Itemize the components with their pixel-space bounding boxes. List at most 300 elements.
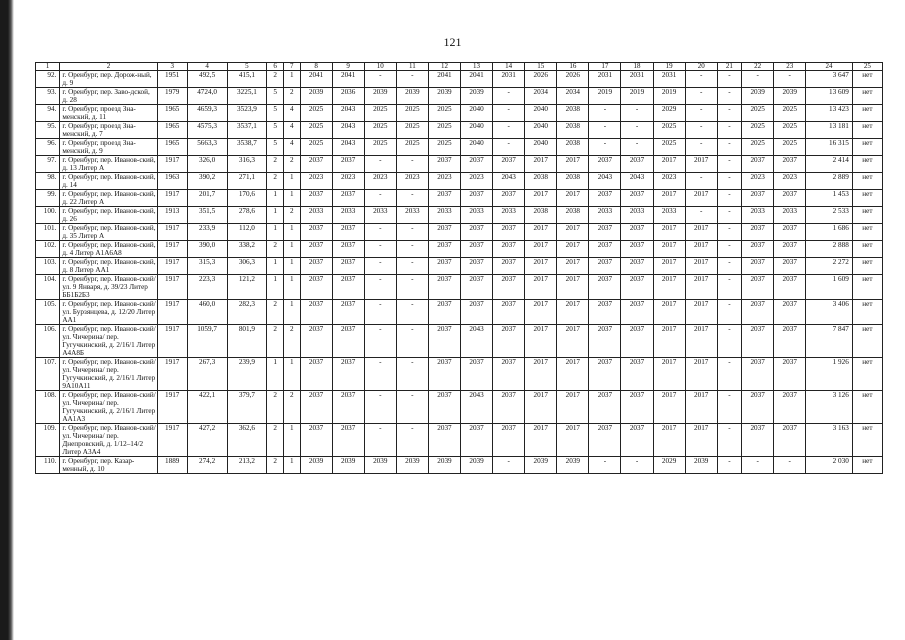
table-cell: 338,2 [227, 241, 267, 258]
table-cell: 2033 [396, 207, 428, 224]
table-cell: 2017 [653, 275, 685, 300]
address-cell: г. Оренбург, проезд Зна-менский, д. 11 [60, 105, 157, 122]
table-cell: - [396, 275, 428, 300]
table-cell: 2037 [589, 325, 621, 358]
table-cell: 2017 [557, 300, 589, 325]
table-cell: 2033 [428, 207, 460, 224]
table-cell: 3 126 [806, 391, 853, 424]
table-cell: 2 [283, 325, 300, 358]
column-header: 2 [60, 63, 157, 71]
table-cell: 213,2 [227, 457, 267, 474]
table-cell: 2037 [774, 358, 806, 391]
address-cell: г. Оренбург, пер. Казар-менный, д. 10 [60, 457, 157, 474]
table-cell: 2041 [332, 71, 364, 88]
table-cell: 2023 [300, 173, 332, 190]
table-cell: 2033 [364, 207, 396, 224]
table-row [36, 156, 883, 173]
table-cell: 2043 [461, 391, 493, 424]
row-number-cell: 95. [36, 122, 60, 139]
row-number-cell: 102. [36, 241, 60, 258]
table-row [36, 105, 883, 122]
table-cell: 2033 [653, 207, 685, 224]
table-cell: 2037 [589, 190, 621, 207]
table-cell: 2025 [774, 139, 806, 156]
scan-binding-edge [0, 0, 14, 640]
table-cell: 13 181 [806, 122, 853, 139]
table-cell: 2036 [332, 88, 364, 105]
column-header: 19 [653, 63, 685, 71]
table-cell: 2029 [653, 105, 685, 122]
table-cell: 2038 [525, 207, 557, 224]
table-cell: 239,9 [227, 358, 267, 391]
table-cell: 1 [283, 258, 300, 275]
table-cell: 2017 [525, 391, 557, 424]
table-cell: 2 [267, 173, 284, 190]
table-cell: 2025 [428, 139, 460, 156]
table-cell: 306,3 [227, 258, 267, 275]
table-cell: 2017 [557, 424, 589, 457]
table-cell: 316,3 [227, 156, 267, 173]
row-number-cell: 101. [36, 224, 60, 241]
table-cell: 1965 [157, 105, 187, 122]
table-cell: 2037 [493, 424, 525, 457]
table-cell: 1963 [157, 173, 187, 190]
table-cell: 2 [283, 391, 300, 424]
table-cell: 2039 [300, 88, 332, 105]
table-cell: 2033 [774, 207, 806, 224]
table-cell: 2037 [621, 358, 653, 391]
table-cell: 390,2 [187, 173, 227, 190]
table-row [36, 88, 883, 105]
column-header: 11 [396, 63, 428, 71]
table-cell: 2039 [396, 88, 428, 105]
table-cell: 1 609 [806, 275, 853, 300]
table-cell: 2037 [332, 156, 364, 173]
table-cell: 315,3 [187, 258, 227, 275]
table-cell: 2017 [525, 190, 557, 207]
row-number-cell: 108. [36, 391, 60, 424]
table-cell: 2037 [742, 358, 774, 391]
table-cell: 2037 [621, 224, 653, 241]
table-cell: 2037 [493, 358, 525, 391]
table-cell: 2037 [774, 325, 806, 358]
row-number-cell: 98. [36, 173, 60, 190]
table-cell: нет [852, 391, 882, 424]
table-row [36, 207, 883, 224]
table-cell: 1 [283, 424, 300, 457]
table-cell: 2039 [742, 88, 774, 105]
table-cell: 1 453 [806, 190, 853, 207]
table-cell: 2041 [428, 71, 460, 88]
table-cell: - [621, 457, 653, 474]
table-cell: 2037 [461, 224, 493, 241]
table-row [36, 275, 883, 300]
table-cell: 2017 [653, 424, 685, 457]
table-cell: - [396, 190, 428, 207]
table-cell: 2037 [589, 424, 621, 457]
table-cell: 1917 [157, 241, 187, 258]
table-cell: 2017 [685, 358, 717, 391]
table-cell: 460,0 [187, 300, 227, 325]
table-cell: 1 [283, 173, 300, 190]
table-cell: 2037 [742, 190, 774, 207]
table-cell: - [396, 358, 428, 391]
table-cell: 2029 [653, 457, 685, 474]
table-cell: 2037 [621, 190, 653, 207]
table-cell: - [493, 105, 525, 122]
table-cell: 2039 [461, 457, 493, 474]
table-cell: - [774, 71, 806, 88]
table-cell: 2017 [653, 258, 685, 275]
table-cell: 2037 [428, 325, 460, 358]
address-cell: г. Оренбург, пер. Иванов-ский/ул. Чичерина/ пер. Гугучкинский, д. 2/16/1 Литер А4А8Б [60, 325, 157, 358]
table-cell: - [396, 325, 428, 358]
table-cell: 2 [267, 156, 284, 173]
table-cell: 2037 [300, 300, 332, 325]
table-cell: - [396, 71, 428, 88]
row-number-cell: 100. [36, 207, 60, 224]
table-cell: 2 533 [806, 207, 853, 224]
table-cell: 2019 [621, 88, 653, 105]
table-cell: 1917 [157, 275, 187, 300]
table-cell: 2037 [332, 358, 364, 391]
table-cell: 2038 [557, 173, 589, 190]
table-cell: - [717, 224, 741, 241]
table-cell: 2038 [557, 139, 589, 156]
table-cell: 2037 [461, 275, 493, 300]
table-cell: 2037 [332, 424, 364, 457]
column-header: 5 [227, 63, 267, 71]
table-cell: - [742, 457, 774, 474]
table-cell: 2017 [525, 325, 557, 358]
table-row [36, 139, 883, 156]
table-cell: 2037 [774, 300, 806, 325]
table-cell: нет [852, 300, 882, 325]
table-cell: 2017 [685, 224, 717, 241]
table-cell: 4 [283, 122, 300, 139]
table-cell: - [717, 325, 741, 358]
table-cell: 4 [283, 105, 300, 122]
table-cell: нет [852, 71, 882, 88]
column-header: 21 [717, 63, 741, 71]
table-cell: 2033 [493, 207, 525, 224]
table-cell: 2037 [428, 424, 460, 457]
table-cell: 2037 [332, 258, 364, 275]
table-cell: нет [852, 88, 882, 105]
table-cell: 2037 [428, 391, 460, 424]
table-cell: 2037 [774, 391, 806, 424]
table-cell: 2037 [589, 391, 621, 424]
table-cell: - [364, 358, 396, 391]
table-cell: 2025 [742, 139, 774, 156]
table-cell: 3523,9 [227, 105, 267, 122]
table-cell: 274,2 [187, 457, 227, 474]
table-cell: нет [852, 224, 882, 241]
table-cell: 2039 [396, 457, 428, 474]
table-cell: - [717, 88, 741, 105]
table-cell: - [685, 207, 717, 224]
table-cell: - [493, 457, 525, 474]
table-cell: - [364, 275, 396, 300]
table-cell: 2017 [557, 358, 589, 391]
table-cell: - [717, 190, 741, 207]
table-cell: 2025 [653, 122, 685, 139]
table-row [36, 424, 883, 457]
table-cell: - [493, 139, 525, 156]
table-cell: 2023 [774, 173, 806, 190]
table-cell: 2 [267, 71, 284, 88]
column-header: 18 [621, 63, 653, 71]
table-cell: 1917 [157, 391, 187, 424]
table-cell: 2037 [332, 275, 364, 300]
table-cell: 2038 [557, 105, 589, 122]
table-cell: 2037 [742, 156, 774, 173]
table-cell: 2025 [396, 139, 428, 156]
table-cell: 2017 [685, 156, 717, 173]
table-row [36, 300, 883, 325]
table-cell: 2037 [621, 325, 653, 358]
table-cell: 2037 [589, 300, 621, 325]
row-number-cell: 109. [36, 424, 60, 457]
table-cell: 2041 [300, 71, 332, 88]
table-cell: - [364, 391, 396, 424]
table-cell: 2031 [493, 71, 525, 88]
row-number-cell: 110. [36, 457, 60, 474]
table-cell: 1965 [157, 139, 187, 156]
table-cell: 2 [267, 424, 284, 457]
table-cell: 2037 [300, 275, 332, 300]
table-cell: - [364, 325, 396, 358]
page-number: 121 [443, 35, 462, 49]
table-cell: 2037 [621, 275, 653, 300]
table-cell: 2023 [742, 173, 774, 190]
table-cell: - [685, 88, 717, 105]
table-cell: 2017 [685, 275, 717, 300]
table-cell: 1 [267, 275, 284, 300]
table-cell: 2037 [300, 258, 332, 275]
table-row [36, 325, 883, 358]
table-cell: 2 888 [806, 241, 853, 258]
table-cell: 2037 [493, 156, 525, 173]
table-cell: 2037 [589, 241, 621, 258]
table-cell: 2043 [461, 325, 493, 358]
table-cell: 2017 [557, 275, 589, 300]
table-cell: 2037 [332, 190, 364, 207]
table-cell: - [396, 156, 428, 173]
table-cell: нет [852, 457, 882, 474]
table-cell: 1 [283, 224, 300, 241]
table-cell: 4 [283, 139, 300, 156]
table-cell: 2037 [621, 241, 653, 258]
table-cell: - [717, 207, 741, 224]
table-cell: 2037 [742, 424, 774, 457]
table-cell: - [717, 275, 741, 300]
table-cell: 2037 [621, 391, 653, 424]
table-cell: 2 [267, 300, 284, 325]
table-cell: 2017 [653, 156, 685, 173]
table-cell: 2037 [621, 258, 653, 275]
table-cell: - [717, 358, 741, 391]
table-cell: 2033 [332, 207, 364, 224]
table-cell: 2037 [461, 190, 493, 207]
column-header: 24 [806, 63, 853, 71]
table-cell: 2037 [300, 224, 332, 241]
table-cell: 2034 [525, 88, 557, 105]
table-cell: 2037 [332, 325, 364, 358]
table-cell: 1 [267, 190, 284, 207]
table-cell: 4724,0 [187, 88, 227, 105]
table-cell: 2043 [332, 105, 364, 122]
row-number-cell: 104. [36, 275, 60, 300]
table-row [36, 457, 883, 474]
table-cell: 801,9 [227, 325, 267, 358]
table-cell: 2037 [742, 325, 774, 358]
table-cell: 2 [267, 241, 284, 258]
table-cell: нет [852, 258, 882, 275]
table-cell: - [364, 224, 396, 241]
column-number-header [36, 63, 883, 71]
table-cell: 2043 [493, 173, 525, 190]
table-cell: 2017 [525, 224, 557, 241]
table-cell: 362,6 [227, 424, 267, 457]
table-cell: 2023 [396, 173, 428, 190]
address-cell: г. Оренбург, пер. Иванов-ский/ул. 9 Января, д. 39/23 Литер ББ1Б2Б3 [60, 275, 157, 300]
table-row [36, 241, 883, 258]
table-cell: 1917 [157, 224, 187, 241]
table-cell: 2037 [493, 275, 525, 300]
table-cell: нет [852, 424, 882, 457]
table-cell: 2017 [525, 275, 557, 300]
table-cell: 2037 [493, 325, 525, 358]
table-cell: 2017 [685, 391, 717, 424]
table-cell: 2 [267, 457, 284, 474]
table-cell: 2043 [332, 139, 364, 156]
table-cell: 2037 [589, 224, 621, 241]
table-cell: - [717, 173, 741, 190]
table-cell: 2039 [461, 88, 493, 105]
table-cell: 2037 [742, 300, 774, 325]
table-cell: 2037 [428, 358, 460, 391]
table-cell: 3 406 [806, 300, 853, 325]
table-cell: 2037 [742, 241, 774, 258]
table-row [36, 122, 883, 139]
column-header: 7 [283, 63, 300, 71]
table-cell: 121,2 [227, 275, 267, 300]
table-cell: 5 [267, 105, 284, 122]
table-cell: 1 [283, 358, 300, 391]
table-cell: - [396, 258, 428, 275]
table-cell: 2017 [525, 258, 557, 275]
table-cell: - [493, 88, 525, 105]
table-cell: 2017 [653, 190, 685, 207]
table-cell: - [364, 424, 396, 457]
table-cell: - [589, 122, 621, 139]
table-cell: 1917 [157, 300, 187, 325]
table-cell: 2023 [428, 173, 460, 190]
table-cell: 422,1 [187, 391, 227, 424]
table-cell: - [364, 156, 396, 173]
table-cell: 2 [283, 207, 300, 224]
table-cell: 1 686 [806, 224, 853, 241]
table-cell: 170,6 [227, 190, 267, 207]
table-cell: 1 [267, 207, 284, 224]
table-cell: 13 423 [806, 105, 853, 122]
table-cell: 2017 [557, 391, 589, 424]
table-cell: - [685, 173, 717, 190]
table-cell: нет [852, 207, 882, 224]
column-header: 3 [157, 63, 187, 71]
table-cell: - [717, 424, 741, 457]
table-cell: 2037 [774, 258, 806, 275]
table-cell: 2017 [525, 300, 557, 325]
table-cell: 2040 [525, 122, 557, 139]
table-cell: 2037 [774, 224, 806, 241]
table-cell: 2025 [428, 105, 460, 122]
table-cell: - [717, 258, 741, 275]
table-cell: 379,7 [227, 391, 267, 424]
table-row [36, 391, 883, 424]
table-cell: 2017 [557, 241, 589, 258]
table-cell: 2037 [493, 391, 525, 424]
table-cell: 1059,7 [187, 325, 227, 358]
table-cell: 3538,7 [227, 139, 267, 156]
table-cell: 2037 [774, 156, 806, 173]
row-number-cell: 94. [36, 105, 60, 122]
column-header: 14 [493, 63, 525, 71]
table-cell: 2037 [589, 358, 621, 391]
row-number-cell: 99. [36, 190, 60, 207]
table-cell: 2037 [742, 391, 774, 424]
table-cell: 13 609 [806, 88, 853, 105]
row-number-cell: 105. [36, 300, 60, 325]
table-cell: 2031 [653, 71, 685, 88]
table-cell: - [685, 71, 717, 88]
address-cell: г. Оренбург, пер. Иванов-ский/ул. Бурзянцева, д. 12/20 Литер АА1 [60, 300, 157, 325]
table-cell: 2031 [589, 71, 621, 88]
table-cell: 1 [283, 457, 300, 474]
table-cell: 2025 [774, 105, 806, 122]
table-cell: 3225,1 [227, 88, 267, 105]
table-cell: - [717, 391, 741, 424]
table-cell: 2038 [557, 122, 589, 139]
table-cell: 2019 [653, 88, 685, 105]
table-cell: 112,0 [227, 224, 267, 241]
table-cell: 2043 [621, 173, 653, 190]
address-cell: г. Оренбург, проезд Зна-менский, д. 9 [60, 139, 157, 156]
table-cell: 267,3 [187, 358, 227, 391]
table-cell: нет [852, 190, 882, 207]
table-cell: 2037 [428, 156, 460, 173]
table-cell: 1951 [157, 71, 187, 88]
table-cell: 2037 [300, 325, 332, 358]
table-cell: - [589, 105, 621, 122]
table-cell: 2037 [461, 156, 493, 173]
table-cell: 2037 [774, 275, 806, 300]
address-cell: г. Оренбург, пер. Иванов-ский/ул. Чичерина/ пер. Днепровский, д. 1/12–14/2 Литер А3А4 [60, 424, 157, 457]
table-cell: 2033 [742, 207, 774, 224]
table-cell: 2 [283, 88, 300, 105]
table-cell: 2038 [525, 173, 557, 190]
table-cell: 3 647 [806, 71, 853, 88]
table-cell: 2037 [742, 258, 774, 275]
table-cell: - [396, 241, 428, 258]
table-cell: 2037 [300, 156, 332, 173]
table-cell: - [589, 139, 621, 156]
column-header: 4 [187, 63, 227, 71]
table-cell: 2037 [300, 241, 332, 258]
table-cell: 2025 [396, 122, 428, 139]
table-cell: 2039 [300, 457, 332, 474]
